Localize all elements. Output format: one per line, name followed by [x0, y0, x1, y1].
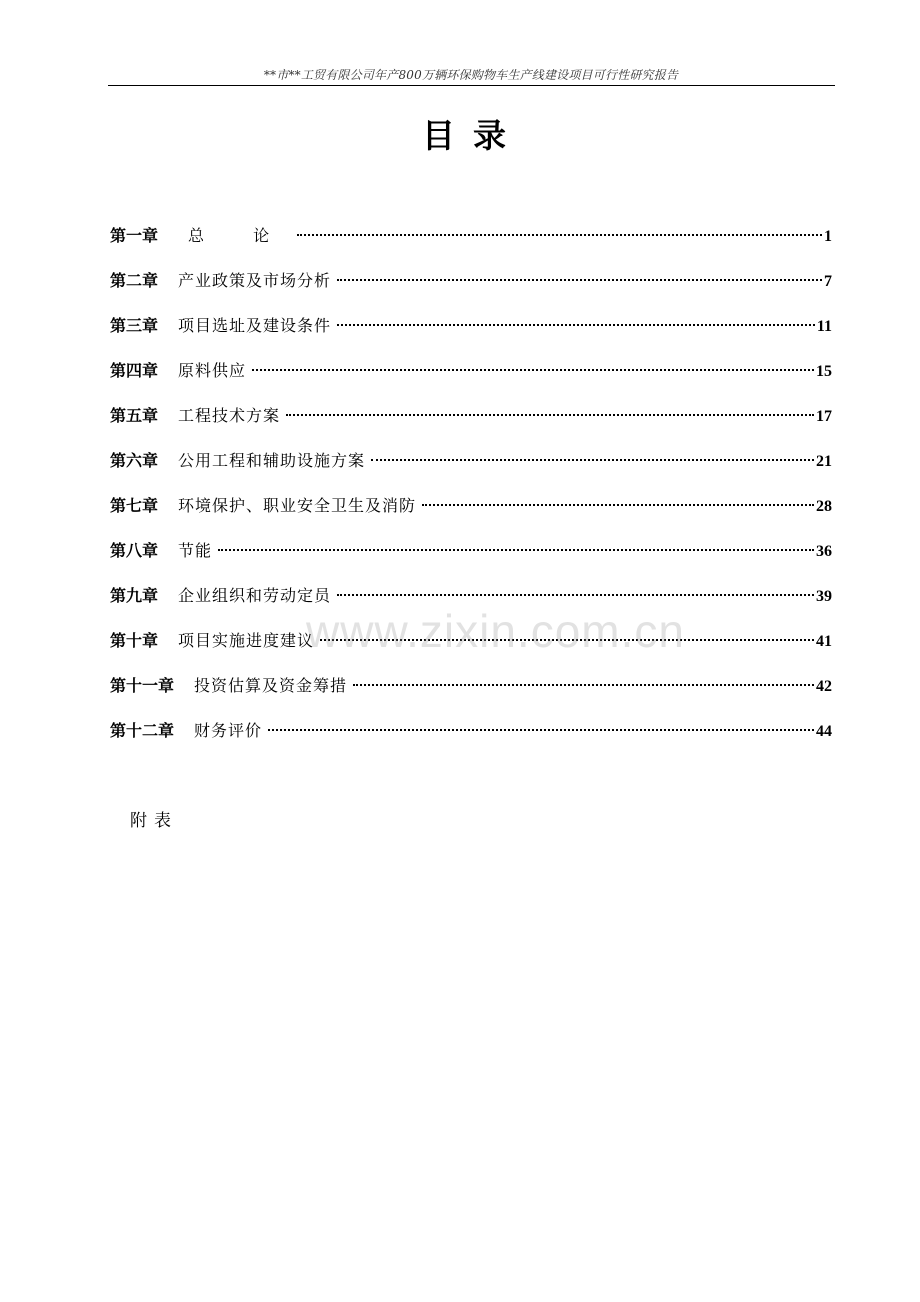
toc-leader-dots: [422, 504, 814, 506]
toc-entry[interactable]: [110, 269, 832, 314]
toc-chapter-number: 第十章: [110, 631, 159, 650]
toc-leader-dots: [286, 414, 814, 416]
toc-chapter-number: 第一章: [110, 226, 159, 245]
toc-page-number: 1: [824, 228, 832, 245]
toc-chapter-title: 产业政策及市场分析: [178, 271, 332, 290]
toc-entry[interactable]: [110, 314, 832, 359]
toc-chapter-title: 投资估算及资金筹措: [194, 676, 348, 695]
toc-chapter-number: 第四章: [110, 361, 159, 380]
toc-page-number: 15: [816, 363, 832, 380]
toc-page-number: 41: [816, 633, 832, 650]
toc-chapter-number: 第八章: [110, 541, 159, 560]
toc-chapter-number: 第三章: [110, 316, 159, 335]
toc-chapter-title: 节能: [178, 541, 213, 560]
toc-leader-dots: [353, 684, 814, 686]
toc-page-number: 42: [816, 678, 832, 695]
toc-entry[interactable]: [110, 539, 832, 584]
toc-leader-dots: [371, 459, 814, 461]
toc-leader-dots: [337, 594, 814, 596]
toc-leader-dots: [337, 279, 822, 281]
toc-chapter-title: 项目选址及建设条件: [178, 316, 332, 335]
toc-page-number: 17: [816, 408, 832, 425]
toc-chapter-number: 第十二章: [110, 721, 175, 740]
appendix-heading: 附表: [130, 811, 178, 831]
toc-entry[interactable]: [110, 359, 832, 404]
toc-leader-dots: [297, 234, 822, 236]
toc-page-number: 11: [816, 318, 832, 335]
running-header: **市**工贸有限公司年产800万辆环保购物车生产线建设项目可行性研究报告: [263, 68, 679, 82]
toc-leader-dots: [252, 369, 814, 371]
header-divider: [108, 85, 835, 86]
toc-page-number: 28: [816, 498, 832, 515]
toc-chapter-title: 工程技术方案: [178, 406, 281, 425]
toc-chapter-number: 第五章: [110, 406, 159, 425]
watermark: www.zixin.com.cn: [306, 605, 685, 657]
toc-chapter-number: 第十一章: [110, 676, 175, 695]
toc-chapter-number: 第六章: [110, 451, 159, 470]
toc-chapter-title: 公用工程和辅助设施方案: [178, 451, 366, 470]
toc-entry[interactable]: [110, 674, 832, 719]
page-title: 目录: [422, 116, 524, 155]
toc-chapter-title: 原料供应: [178, 361, 247, 380]
toc-leader-dots: [320, 639, 814, 641]
toc-page-number: 44: [816, 723, 832, 740]
toc-entry[interactable]: [110, 584, 832, 629]
toc-leader-dots: [337, 324, 815, 326]
toc-chapter-number: 第九章: [110, 586, 159, 605]
toc-page-number: 39: [816, 588, 832, 605]
toc-page-number: 21: [816, 453, 832, 470]
toc-chapter-title: 企业组织和劳动定员: [178, 586, 332, 605]
toc-leader-dots: [218, 549, 814, 551]
toc-chapter-title: 总 论: [188, 226, 292, 245]
toc-entry[interactable]: [110, 629, 832, 674]
toc-chapter-title: 项目实施进度建议: [178, 631, 315, 650]
toc-chapter-title: 财务评价: [194, 721, 263, 740]
toc-entry[interactable]: [110, 449, 832, 494]
table-of-contents: [110, 224, 832, 764]
toc-entry[interactable]: [110, 404, 832, 449]
toc-chapter-number: 第二章: [110, 271, 159, 290]
toc-entry[interactable]: [110, 224, 832, 269]
toc-page-number: 7: [824, 273, 832, 290]
toc-chapter-title: 环境保护、职业安全卫生及消防: [178, 496, 417, 515]
toc-leader-dots: [268, 729, 814, 731]
toc-entry[interactable]: [110, 494, 832, 539]
toc-page-number: 36: [816, 543, 832, 560]
toc-entry[interactable]: [110, 719, 832, 764]
toc-chapter-number: 第七章: [110, 496, 159, 515]
